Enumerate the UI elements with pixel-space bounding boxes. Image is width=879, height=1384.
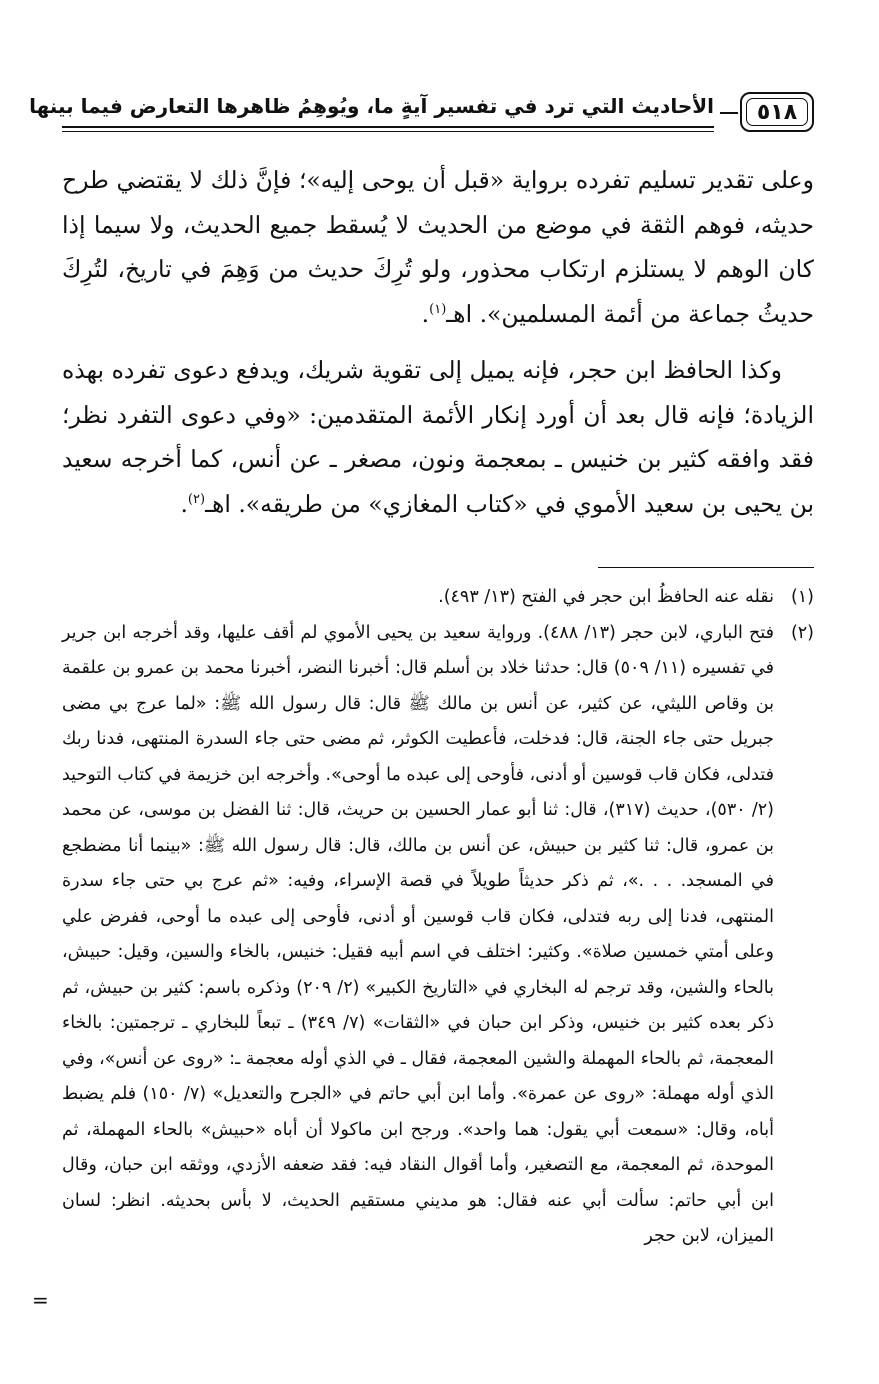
footnote-text: فتح الباري، لابن حجر (١٣/ ٤٨٨). ورواية سعيد بن يحيى الأموي لم أقف عليها، وقد أخرجه ابن جرير في تفسيره (١١/ ٥٠٩) قال: حدثنا خلاد بن أسلم قال: أخبرنا النضر، أخبرنا محمد بن عمرو بن علقمة بن وقاص الليثي، عن كثير، عن أنس بن مالك ﷺ قال: قال رسول الله ﷺ: «لما عرج بي مضى جبريل حتى جاء الجنة، قال: فدخلت، فأعطيت الكوثر، ثم مضى حتى جاء السدرة المنتهى، فدنا ربك فتدلى، فكان قاب قوسين أو أدنى، فأوحى إلى عبده ما أوحى». وأخرجه ابن خزيمة في كتاب التوحيد (٢/ ٥٣٠)، حديث (٣١٧)، قال: ثنا أبو عمار الحسين بن حريث، قال: ثنا الفضل بن موسى، عن محمد بن عمرو، قال: ثنا كثير بن حبيش، عن أنس بن مالك، قال: قال رسول الله ﷺ: «بينما أنا مضطجع في المسجد. . . .»، ثم ذكر حديثاً طويلاً في قصة الإسراء، وفيه: «ثم عرج بي حتى جاء سدرة المنتهى، فدنا إلى ربه فتدلى، فكان قاب قوسين أو أدنى، فأوحى إلى عبده ما أوحى، ففرض علي وعلى أمتي خمسين صلاة». وكثير: اختلف في اسم أبيه فقيل: خنيس، بالخاء والسين، وقيل: حبيش، بالحاء والشين، وقد ترجم له البخاري في «التاريخ الكبير» (٢/ ٢٠٩) وذكره باسم: كثير بن حبيش، ثم ذكر بعده كثير بن خنيس، وذكر ابن حبان في «الثقات» (٧/ ٣٤٩) ـ تبعاً للبخاري ـ ترجمتين: بالخاء المعجمة، ثم بالحاء المهملة والشين المعجمة، فقال ـ في الذي أوله معجمة ـ: «روى عن أنس»، وفي الذي أوله مهملة: «روى عن عمرة». وأما ابن أبي حاتم في «الجرح والتعديل» (٧/ ١٥٠) فلم يضبط أباه، وقال: «سمعت أبي يقول: هما واحد». ورجح ابن ماكولا أن أباه «حبيش» بالحاء المهملة، ثم الموحدة، ثم المعجمة، مع التصغير، وأما أقوال النقاد فيه: فقد ضعفه الأزدي، ووثقه ابن حبان، وقال ابن أبي حاتم: سألت أبي عنه فقال: هو مديني مستقيم الحديث، لا بأس بحديثه. انظر: لسان الميزان، لابن حجر — [62, 622, 775, 1246]
page-header — [29, 88, 814, 136]
header-dash — [720, 112, 738, 114]
continuation-mark: = — [32, 1288, 49, 1312]
footnote-ref: (٢) — [187, 491, 206, 507]
footnote-separator — [598, 567, 814, 568]
footnote-text: نقله عنه الحافظُ ابن حجر في الفتح (١٣/ ٤٩٣). — [438, 587, 774, 607]
paragraph-text: وعلى تقدير تسليم تفرده برواية «قبل أن يوحى إليه»؛ فإنَّ ذلك لا يقتضي طرح حديثه، فوهم الثقة في موضع من الحديث لا يُسقط جميع الحديث، ولا سيما إذا كان الوهم لا يستلزم ارتكاب محذور، ولو تُرِكَ حديث من وَهِمَ في تاريخ، لتُرِكَ حديثُ جماعة من أئمة المسلمين». اهـ — [62, 166, 814, 328]
footnote — [62, 580, 814, 616]
paragraph: وكذا الحافظ ابن حجر، فإنه يميل إلى تقوية شريك، ويدفع دعوى تفرده بهذه الزيادة؛ فإنه قال بعد أن أورد إنكار الأئمة المتقدمين: «وفي دعوى التفرد نظر؛ فقد وافقه كثير بن خنيس ـ بمعجمة ونون، مصغر ـ عن أنس، كما أخرجه سعيد بن يحيى بن سعيد الأموي في «كتاب المغازي» من طريقه». اهـ$^{(٢)}$. — [62, 356, 814, 518]
header-rule-thin — [62, 131, 714, 132]
footnotes — [62, 580, 814, 1255]
footnote-ref: (١) — [429, 301, 447, 317]
page-number: ٥١٨ — [740, 92, 814, 132]
header-rule — [62, 126, 714, 128]
footnote-number: (١) — [790, 587, 814, 607]
paragraph: وعلى تقدير تسليم تفرده برواية «قبل أن يوحى إليه»؛ فإنَّ ذلك لا يقتضي طرح حديثه، فوهم الثقة في موضع من الحديث لا يُسقط جميع الحديث، ولا سيما إذا كان الوهم لا يستلزم ارتكاب محذور، ولو تُرِكَ حديث من وَهِمَ في تاريخ، لتُرِكَ حديثُ جماعة من أئمة المسلمين». اهـ$^{(١)}$. — [62, 166, 814, 328]
running-title: الأحاديث التي ترد في تفسير آيةٍ ما، ويُوهِمُ ظاهرها التعارض فيما بينها — [29, 94, 714, 118]
footnote — [62, 616, 814, 1255]
main-text — [62, 158, 814, 526]
footnote-number: (٢) — [790, 622, 814, 643]
paragraph-text: وكذا الحافظ ابن حجر، فإنه يميل إلى تقوية شريك، ويدفع دعوى تفرده بهذه الزيادة؛ فإنه قال بعد أن أورد إنكار الأئمة المتقدمين: «وفي دعوى التفرد نظر؛ فقد وافقه كثير بن خنيس ـ بمعجمة ونون، مصغر ـ عن أنس، كما أخرجه سعيد بن يحيى بن سعيد الأموي في «كتاب المغازي» من طريقه». اهـ — [62, 356, 814, 518]
